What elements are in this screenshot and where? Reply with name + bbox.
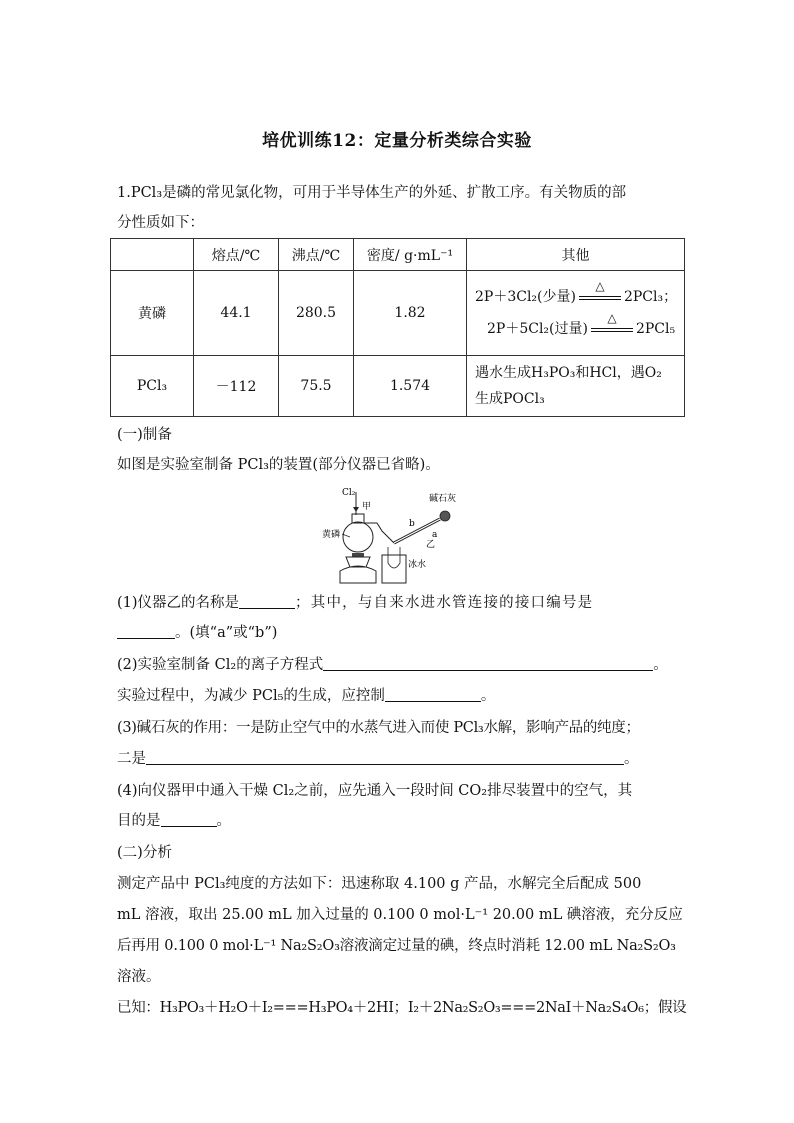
- other-line: 遇水生成H₃PO₃和HCl，遇O₂: [475, 365, 662, 381]
- heat-symbol: △: [607, 311, 617, 325]
- table-cell: 280.5: [279, 271, 354, 356]
- question-4-line2: [117, 809, 683, 830]
- analysis-line1: 测定产品中 PCl₃纯度的方法如下：迅速称取 4.100 g 产品，水解完全后配成 500: [117, 876, 642, 892]
- table-row: [111, 271, 685, 356]
- equation-right: 2PCl₅: [635, 321, 676, 337]
- other-line: 生成POCl₃: [475, 391, 545, 407]
- table-header-cell: 沸点/℃: [279, 239, 354, 271]
- label-b: b: [409, 519, 415, 529]
- question-text: 。(填“a”或“b”): [175, 625, 278, 641]
- equation-left: 2P＋5Cl₂(过量): [487, 321, 588, 337]
- answer-blank[interactable]: [323, 655, 653, 671]
- question-text: 目的是: [117, 813, 161, 829]
- answer-blank[interactable]: [161, 811, 217, 827]
- question-4-line1: (4)向仪器甲中通入干燥 Cl₂之前，应先通入一段时间 CO₂排尽装置中的空气，其: [117, 783, 633, 799]
- question-text: 二是: [117, 751, 146, 767]
- table-cell: 75.5: [279, 356, 354, 417]
- properties-table: [110, 238, 685, 417]
- question-text: 。: [653, 657, 668, 673]
- question-text: 。: [216, 813, 231, 829]
- analysis-line4: 溶液。: [117, 969, 161, 985]
- label-huanglin: 黄磷: [322, 530, 341, 540]
- table-cell: 1.82: [354, 271, 467, 356]
- question-text: (2)实验室制备 Cl₂的离子方程式: [117, 657, 324, 673]
- table-cell-other: [467, 356, 685, 417]
- question-1-line2: [117, 621, 683, 642]
- table-cell: 1.574: [354, 356, 467, 417]
- apparatus-diagram: [322, 487, 472, 587]
- question-2-line1: [117, 653, 683, 674]
- answer-blank[interactable]: [146, 749, 624, 765]
- question-intro-line1: 1.PCl₃是磷的常见氯化物，可用于半导体生产的外延、扩散工序。有关物质的部: [117, 185, 627, 201]
- equation-excess-chlorine: [475, 311, 680, 340]
- equation-right: 2PCl₃；: [623, 289, 678, 305]
- table-header-row: [111, 239, 685, 271]
- table-cell-other: [467, 271, 685, 356]
- label-a: a: [432, 530, 438, 540]
- label-bingshui: 冰水: [408, 560, 427, 570]
- label-jianshihui: 碱石灰: [429, 494, 457, 504]
- table-cell: －112: [194, 356, 279, 417]
- heat-arrow: [579, 279, 621, 304]
- page-title: 培优训练12：定量分析类综合实验: [262, 131, 532, 151]
- table-header-cell: 熔点/℃: [194, 239, 279, 271]
- label-cl2: Cl₂: [342, 488, 356, 498]
- table-cell: 黄磷: [111, 271, 194, 356]
- answer-blank[interactable]: [117, 623, 175, 639]
- question-1-line1: [117, 591, 683, 612]
- question-text: (1)仪器乙的名称是: [117, 595, 240, 611]
- section-heading-preparation: (一)制备: [117, 427, 172, 443]
- question-text: 。: [480, 688, 496, 704]
- question-text: 实验过程中，为减少 PCl₅的生成，应控制: [117, 688, 385, 704]
- answer-blank[interactable]: [239, 593, 295, 609]
- answer-blank[interactable]: [385, 686, 481, 702]
- question-3-line2: [117, 747, 683, 768]
- question-text: ；其中，与自来水进水管连接的接口编号是: [295, 595, 594, 611]
- analysis-line3: 后再用 0.100 0 mol·L⁻¹ Na₂S₂O₃溶液滴定过量的碘，终点时消耗 12.00 mL Na₂S₂O₃: [117, 938, 676, 954]
- table-cell: 44.1: [194, 271, 279, 356]
- section-heading-analysis: (二)分析: [117, 845, 172, 861]
- table-cell: PCl₃: [111, 356, 194, 417]
- label-yi: 乙: [426, 540, 436, 550]
- question-text: 。: [624, 751, 639, 767]
- known-equations-line: 已知：H₃PO₃＋H₂O＋I₂===H₃PO₄＋2HI；I₂＋2Na₂S₂O₃===2NaI＋Na₂S₄O₆；假设: [117, 1000, 687, 1016]
- table-header-cell: 密度/ g·mL⁻¹: [354, 239, 467, 271]
- analysis-line2: mL 溶液，取出 25.00 mL 加入过量的 0.100 0 mol·L⁻¹ 20.00 mL 碘溶液，充分反应: [117, 907, 683, 923]
- heat-arrow: [591, 311, 633, 336]
- apparatus-intro: 如图是实验室制备 PCl₃的装置(部分仪器已省略)。: [117, 457, 440, 473]
- label-jia: 甲: [362, 502, 372, 512]
- equation-left: 2P＋3Cl₂(少量): [475, 289, 576, 305]
- table-header-cell: 其他: [467, 239, 685, 271]
- equation-limited-chlorine: [475, 279, 680, 308]
- heat-symbol: △: [595, 279, 605, 293]
- question-intro-line2: 分性质如下：: [117, 215, 204, 231]
- question-3-line1: (3)碱石灰的作用：一是防止空气中的水蒸气进入而使 PCl₃水解，影响产品的纯度；: [117, 720, 640, 736]
- table-header-cell: [111, 239, 194, 271]
- table-row: [111, 356, 685, 417]
- question-2-line2: [117, 684, 683, 705]
